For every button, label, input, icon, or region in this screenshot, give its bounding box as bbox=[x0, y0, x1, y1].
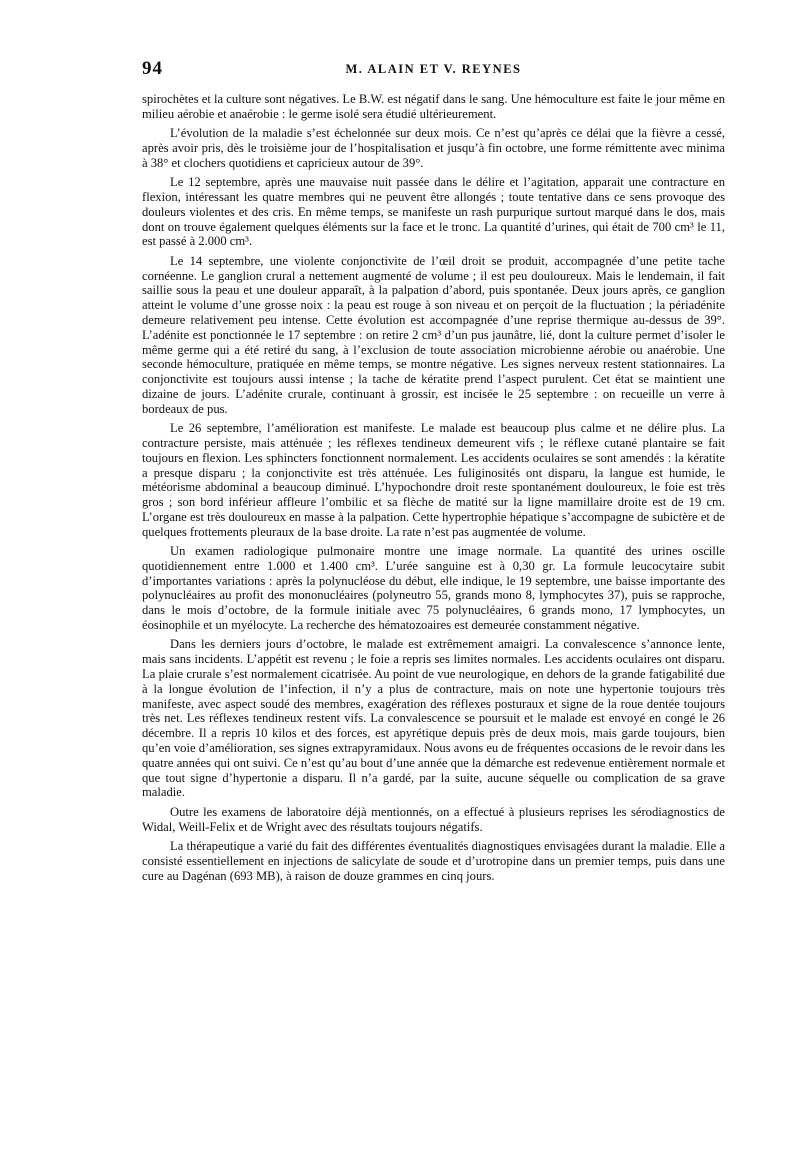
paragraph: Le 14 septembre, une violente conjonctivite de l’œil droit se produit, accompagnée d’une petite tache cornéenne. Le ganglion crural a nettement augmenté de volume ; il est peu douloureux. Mais le lendemain, il fait saillie sous la peau et une douleur apparaît, à la palpation d’abord, puis spontanée. Deux jours après, ce ganglion atteint le volume d’une grosse noix : la peau est rouge à son niveau et on perçoit de la fluctuation ; la périadénite demeure relativement peu intense. Cette évolution est accompagnée d’une reprise thermique au-dessus de 39°. L’adénite est ponctionnée le 17 septembre : on retire 2 cm³ d’un pus jaunâtre, lié, dont la culture permet d’isoler le même germe qui a été retiré du sang, à l’exclusion de toute association microbienne aérobie ou anaérobie. Une seconde hémoculture, pratiquée en même temps, se montre négative. Les signes nerveux restent stationnaires. La conjonctivite est toujours aussi intense ; la tache de kératite prend l’aspect purulent. Cet état se maintient une dizaine de jours. L’adénite crurale, continuant à grossir, est incisée le 25 septembre : on recueille un verre à bordeaux de pus. bbox=[142, 253, 725, 416]
paragraph: Outre les examens de laboratoire déjà mentionnés, on a effectué à plusieurs reprises les sérodiagnostics de Widal, Weill-Felix et de Wright avec des résultats toujours négatifs. bbox=[142, 804, 725, 834]
paragraph: La thérapeutique a varié du fait des différentes éventualités diagnostiques envisagées durant la maladie. Elle a consisté essentiellement en injections de salicylate de soude et d’urotropine dans un premier temps, puis dans une cure au Dagénan (693 MB), à raison de douze grammes en cinq jours. bbox=[142, 839, 725, 883]
paragraph: L’évolution de la maladie s’est échelonnée sur deux mois. Ce n’est qu’après ce délai que la fièvre a cessé, après avoir pris, dès le troisième jour de l’hospitalisation et jusqu’à fin octobre, une forme rémittente avec minima à 38° et clochers quotidiens et capricieux autour de 39°. bbox=[142, 126, 725, 170]
page-header bbox=[142, 58, 725, 84]
paragraph: Un examen radiologique pulmonaire montre une image normale. La quantité des urines oscille quotidiennement entre 1.000 et 1.400 cm³. L’urée sanguine est à 0,30 gr. La formule leucocytaire subit d’importantes variations : après la polynucléose du début, elle indique, le 19 septembre, une baisse importante des polynucléaires au profit des mononucléaires (polyneutro 55, grands mono 8, lymphocytes 37), puis se rapproche, dans le mois d’octobre, de la formule initiale avec 75 polynucléaires, 6 grands mono, 17 lymphocytes, un éosinophile et un myélocyte. La recherche des hématozoaires est demeurée constamment négative. bbox=[142, 544, 725, 633]
paragraph: Le 12 septembre, après une mauvaise nuit passée dans le délire et l’agitation, apparait une contracture en flexion, intéressant les quatre membres qui ne peuvent être allongés ; toute tentative dans ce sens provoque des douleurs violentes et des cris. En même temps, se manifeste un rash purpurique surtout marqué dans le dos, mais dont on trouve également quelques éléments sur la face et le tronc. La quantité d’urines, qui était de 700 cm³ le 11, est passé à 2.000 cm³. bbox=[142, 175, 725, 249]
body-text bbox=[142, 92, 725, 883]
document-page bbox=[142, 58, 725, 888]
paragraph: spirochètes et la culture sont négatives. Le B.W. est négatif dans le sang. Une hémoculture est faite le jour même en milieu aérobie et anaérobie : le germe isolé sera étudié ultérieurement. bbox=[142, 92, 725, 121]
running-head: M. ALAIN ET V. REYNES bbox=[345, 62, 522, 76]
paragraph: Dans les derniers jours d’octobre, le malade est extrêmement amaigri. La convalescence s’annonce lente, mais sans incidents. L’appétit est revenu ; le foie a repris ses limites normales. Les accidents oculaires ont disparu. La plaie crurale s’est normalement cicatrisée. Au point de vue neurologique, en dehors de la grande fatigabilité due à la longue évolution de l’infection, il n’y a plus de contracture, mais on note une hypertonie toujours très manifeste, avec aspect soudé des membres, exagération des réflexes posturaux et signe de la roue dentée toujours très net. Les réflexes tendineux restent vifs. La convalescence se poursuit et le malade est envoyé en congé le 26 décembre. Il a repris 10 kilos et des forces, est apyrétique depuis près de deux mois, mais garde toujours, bien qu’en voie d’amélioration, ses signes extrapyramidaux. Nous avons eu de fréquentes occasions de le revoir dans les quatre années qui ont suivi. Ce n’est qu’au bout d’une année que la démarche est redevenue entièrement normale et que tout signe d’hypertonie a disparu. Il n’a gardé, par la suite, aucune séquelle ou complication de sa grave maladie. bbox=[142, 637, 725, 800]
page-number: 94 bbox=[142, 58, 163, 79]
paragraph: Le 26 septembre, l’amélioration est manifeste. Le malade est beaucoup plus calme et ne délire plus. La contracture persiste, mais atténuée ; les réflexes tendineux demeurent vifs ; le réflexe cutané plantaire se fait toujours en flexion. Les sphincters fonctionnent normalement. Les accidents oculaires se sont amendés : la kératite a presque disparu ; la conjonctivite est très atténuée. Les fuliginosités ont disparu, la langue est humide, le météorisme abdominal a beaucoup diminué. L’hypochondre droit reste spontanément douloureux, le foie est très gros ; son bord inférieur affleure l’ombilic et sa flèche de matité sur la ligne mamillaire droite est de 19 cm. L’organe est très douloureux en masse à la palpation. Cette hypertrophie hépatique s’accompagne de subictère et de quelques frottements pleuraux de la base droite. La rate n’est pas augmentée de volume. bbox=[142, 421, 725, 539]
